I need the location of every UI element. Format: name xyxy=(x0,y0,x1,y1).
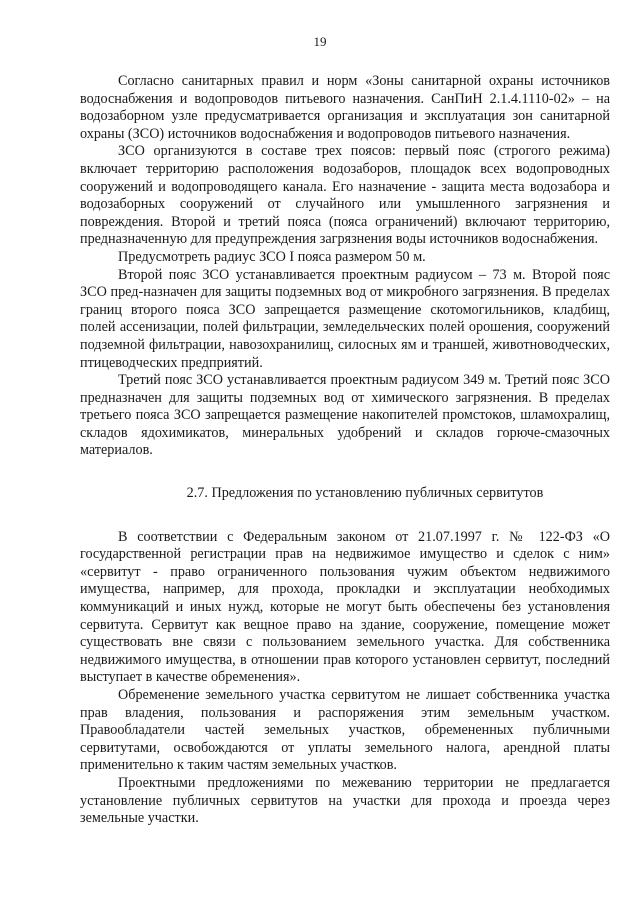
paragraph-encumbrance: Обременение земельного участка сервитутом не лишает собственника участка прав владения, пользования и распоряжения этим земельным участком. Правообладатели частей земельных участков, обремененных публичными сервитутами, освобождаются от уплаты земельного налога, арендной платы применительно к таким частям земельных участков. xyxy=(80,687,610,774)
paragraph-second-belt: Второй пояс ЗСО устанавливается проектным радиусом – 73 м. Второй пояс ЗСО пред-назначен для защиты подземных вод от микробного загрязнения. В пределах границ второго пояса ЗСО запрещается размещение скотомогильников, кладбищ, полей ассенизации, полей фильтрации, земледельческих полей орошения, сооружений подземной фильтрации, навозохранилищ, силосных ям и траншей, животноводческих, птицеводческих предприятий. xyxy=(80,266,610,371)
paragraph-sanitary-rules: Согласно санитарных правил и норм «Зоны санитарной охраны источников водоснабжения и водопроводов питьевого назначения. СанПиН 2.1.4.1110-02» – на водозаборном узле предусматривается организация и эксплуатация зон санитарной охраны (ЗСО) источников водоснабжения и водопроводов питьевого назначения. xyxy=(80,73,610,142)
paragraph-third-belt: Третий пояс ЗСО устанавливается проектным радиусом 349 м. Третий пояс ЗСО предназначен для защиты подземных вод от химического загрязнения. В пределах третьего пояса ЗСО запрещается размещение накопителей промстоков, шламохралищ, складов ядохимикатов, минеральных удобрений и складов горюче-смазочных материалов. xyxy=(80,372,610,459)
paragraph-first-belt-radius: Предусмотреть радиус ЗСО I пояса размером 50 м. xyxy=(118,248,426,265)
document-body xyxy=(80,73,610,828)
paragraph-federal-law: В соответствии с Федеральным законом от 21.07.1997 г. № 122-ФЗ «О государственной регистрации прав на недвижимое имущество и сделок с ним» «сервитут - право ограниченного пользования чужим объектом недвижимого имущества, например, для прохода, прокладки и эксплуатации необходимых коммуникаций и иных нужд, которые не могут быть обеспечены без установления сервитута. Сервитут как вещное право на здание, сооружение, помещение может существовать вне связи с пользованием земельного участка. Для собственника недвижимого имущества, в отношении прав которого установлен сервитут, последний выступает в качестве обременения». xyxy=(80,528,610,686)
paragraph-project-proposals: Проектными предложениями по межеванию территории не предлагается установление публичных сервитутов на участки для прохода и проезда через земельные участки. xyxy=(80,774,610,827)
page-number: 19 xyxy=(313,34,327,49)
section-heading: 2.7. Предложения по установлению публичных сервитутов xyxy=(186,485,544,502)
paragraph-zso-belts: ЗСО организуются в составе трех поясов: первый пояс (строгого режима) включает территорию расположения водозаборов, площадок всех водопроводных сооружений и водопроводящего канала. Его назначение - защита места водозабора и водозаборных сооружений от случайного или умышленного загрязнения и повреждения. Второй и третий пояса (пояса ограничений) включают территорию, предназначенную для предупреждения загрязнения воды источников водоснабжения. xyxy=(80,143,610,248)
